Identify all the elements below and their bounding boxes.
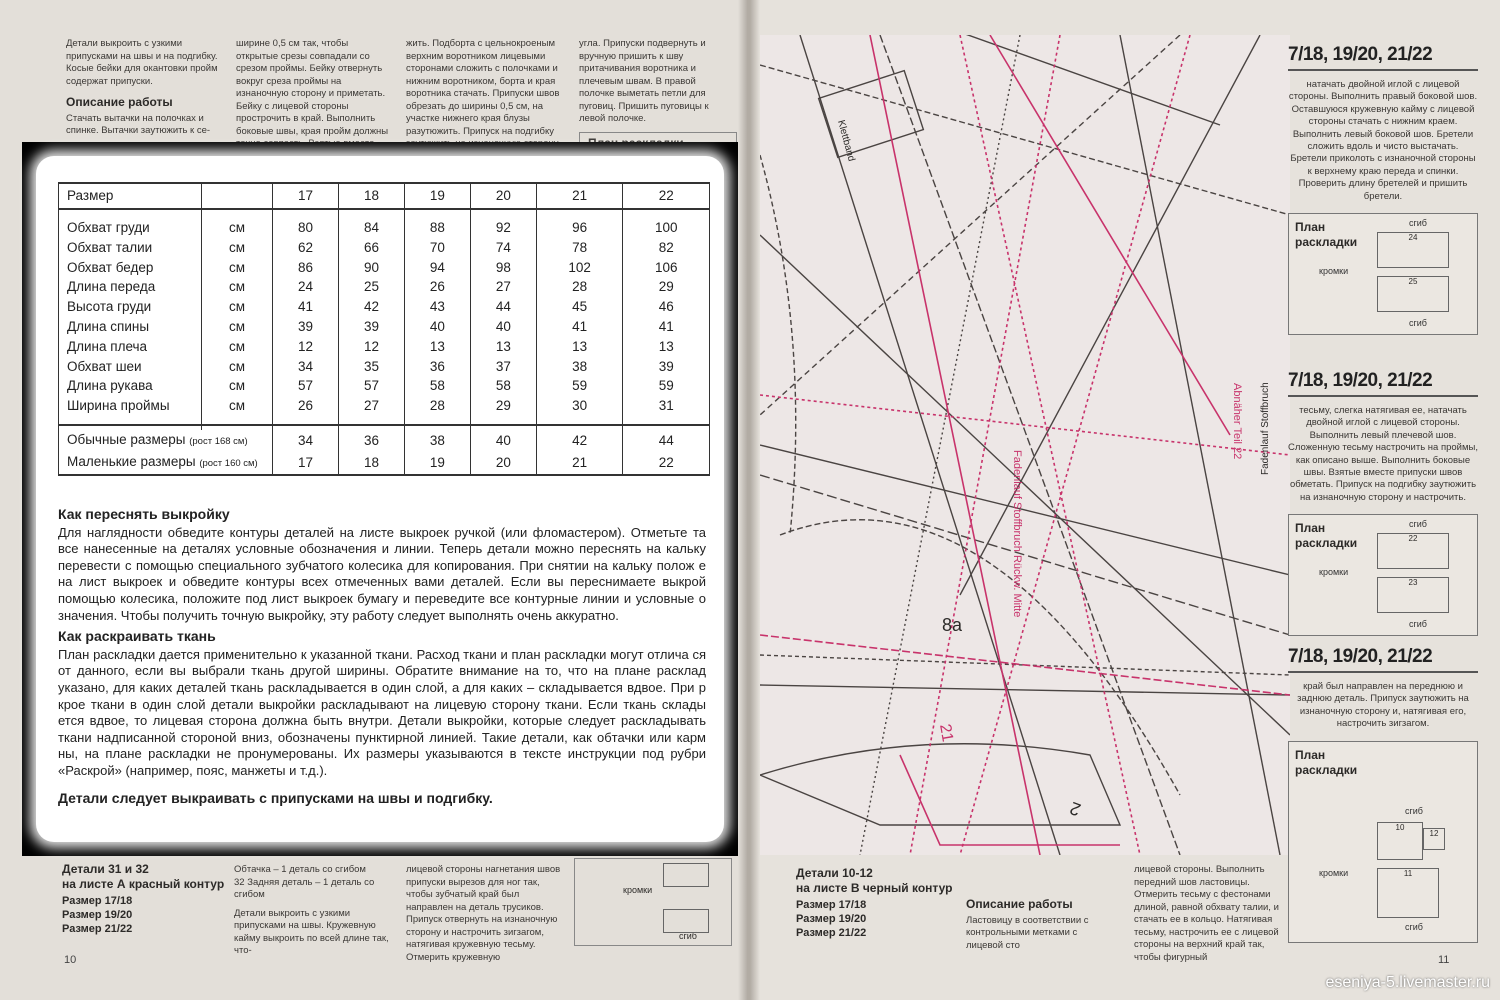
side-text: тесьму, слегка натягивая ее, натачать двойной иглой с лицевой стороны. Выполнить левый плечевой шов. Сложенную тесьму настрочить на проймы, как описано выше. Выполнить боковые швы. Взятые вместе припуски швов обметать. Припуск на подгибку заутюжить на изнаночную сторону и настрочить. bbox=[1288, 405, 1478, 503]
plan-label: сгиб bbox=[1409, 318, 1427, 329]
column-text: угла. Припуски подвернуть и вручную пришить к шву притачивания воротника и плечевым швам. В правой полочке выметать петли для пуговиц. Пришить пуговицы к левой полочке. bbox=[579, 38, 709, 124]
table-cell: 88 bbox=[404, 218, 470, 238]
table-row bbox=[59, 297, 710, 317]
pattern-piece: 22 bbox=[1377, 533, 1449, 569]
column-text: Детали выкроить с узкими припусками на швы и на подгибку. Косые бейки для окантовки пройм содержат припуски. bbox=[66, 38, 218, 87]
table-cell: 26 bbox=[404, 277, 470, 297]
table-row bbox=[59, 317, 710, 337]
size-table bbox=[58, 182, 710, 476]
table-cell: 38 bbox=[404, 430, 470, 452]
pattern-piece: 23 bbox=[1377, 577, 1449, 613]
table-cell: 78 bbox=[536, 238, 623, 258]
table-cell: 80 bbox=[273, 218, 339, 238]
pattern-caption: Детали 10-12 на листе В черный контур bbox=[796, 866, 953, 895]
table-cell: 43 bbox=[404, 297, 470, 317]
table-row bbox=[59, 258, 710, 278]
plan-label: сгиб bbox=[1409, 519, 1427, 530]
spacer-cell bbox=[623, 209, 710, 218]
column-text: лицевой стороны. Выполнить передний шов ластовицы. Отмерить тесьму с фестонами длиной, равной обхвату талии, и стачать ее в кольцо. Натягивая тесьму, настрочить ее с лицевой стороны на верхний край так, чтобы фигурный bbox=[1134, 864, 1279, 963]
row-label-text: Маленькие размеры bbox=[67, 453, 196, 469]
spacer-cell bbox=[59, 209, 202, 218]
row-label: Длина рукава bbox=[59, 376, 202, 396]
table-cell: 40 bbox=[470, 317, 536, 337]
unit-cell: см bbox=[202, 238, 273, 258]
unit-cell: см bbox=[202, 277, 273, 297]
column-text: Ластовицу в соответствии с контрольными метками с лицевой сто bbox=[966, 914, 1089, 951]
table-cell: 27 bbox=[470, 277, 536, 297]
table-cell: 34 bbox=[273, 357, 339, 377]
table-cell: 106 bbox=[623, 258, 710, 278]
table-cell: 13 bbox=[404, 337, 470, 357]
plan-label: сгиб bbox=[1405, 921, 1423, 932]
layout-plan-box bbox=[574, 858, 732, 946]
side-block bbox=[1288, 44, 1478, 335]
table-cell: 37 bbox=[470, 357, 536, 377]
plan-label: кромки bbox=[1319, 867, 1349, 878]
header-cell bbox=[202, 183, 273, 209]
header-cell: 17 bbox=[273, 183, 339, 209]
unit-cell: см bbox=[202, 376, 273, 396]
table-cell: 36 bbox=[404, 357, 470, 377]
bottom-text-column-2 bbox=[234, 864, 394, 958]
table-cell: 19 bbox=[404, 452, 470, 475]
table-cell: 17 bbox=[273, 452, 339, 475]
row-label bbox=[59, 430, 273, 452]
pattern-piece: 24 bbox=[1377, 232, 1449, 268]
table-cell: 41 bbox=[536, 317, 623, 337]
table-cell: 62 bbox=[273, 238, 339, 258]
row-label: Высота груди bbox=[59, 297, 202, 317]
row-label: Длина плеча bbox=[59, 337, 202, 357]
spacer-cell bbox=[338, 209, 404, 218]
table-cell: 100 bbox=[623, 218, 710, 238]
table-row bbox=[59, 218, 710, 238]
table-cell: 66 bbox=[338, 238, 404, 258]
table-spacer bbox=[59, 416, 710, 425]
table-cell: 40 bbox=[470, 430, 536, 452]
column-text: 32 Задняя деталь – 1 деталь со сгибом bbox=[234, 876, 375, 900]
pattern-label: Fadenlauf Stoffbruch bbox=[1260, 382, 1271, 475]
table-cell: 58 bbox=[404, 376, 470, 396]
size-heading: 7/18, 19/20, 21/22 bbox=[1288, 370, 1478, 397]
table-cell: 34 bbox=[273, 430, 339, 452]
table-cell: 24 bbox=[273, 277, 339, 297]
spacer-cell bbox=[470, 416, 536, 425]
table-row bbox=[59, 357, 710, 377]
pattern-piece: 11 bbox=[1377, 868, 1439, 918]
table-spacer bbox=[59, 209, 710, 218]
spacer-cell bbox=[470, 209, 536, 218]
pattern-piece: 10 bbox=[1377, 822, 1423, 860]
table-cell: 21 bbox=[536, 452, 623, 475]
size-heading: 7/18, 19/20, 21/22 bbox=[1288, 44, 1478, 71]
side-block bbox=[1288, 646, 1478, 943]
spacer-cell bbox=[536, 416, 623, 425]
pattern-sheet bbox=[760, 35, 1290, 855]
table-cell: 20 bbox=[470, 452, 536, 475]
table-cell: 45 bbox=[536, 297, 623, 317]
row-note: (рост 160 см) bbox=[199, 457, 258, 469]
size-item: Размер 21/22 bbox=[796, 927, 867, 939]
table-cell: 46 bbox=[623, 297, 710, 317]
side-text: натачать двойной иглой с лицевой стороны. Выполнить правый боковой шов. Оставшуюся кружевную кайму с лицевой стороны стачать с нижним краем. Выполнить левый боковой шов. Бретели сложить вдоль и чисто выстачать. Бретели приколоть с изнаночной стороны к верхнему краю переда и спинки. Проверить длину бретелей и пришить бретели. bbox=[1288, 79, 1478, 202]
pattern-label: 8a bbox=[942, 615, 963, 635]
header-cell: 21 bbox=[536, 183, 623, 209]
table-cell: 39 bbox=[273, 317, 339, 337]
bottom-text-column-3 bbox=[406, 864, 562, 964]
table-cell: 36 bbox=[338, 430, 404, 452]
unit-cell: см bbox=[202, 337, 273, 357]
pattern-lines bbox=[760, 35, 1290, 855]
section-heading: Описание работы bbox=[966, 897, 1073, 911]
row-label: Ширина проймы bbox=[59, 396, 202, 416]
text-column-1 bbox=[66, 38, 221, 138]
side-block bbox=[1288, 370, 1478, 636]
size-item: Размер 19/20 bbox=[62, 909, 133, 921]
table-cell: 42 bbox=[338, 297, 404, 317]
column-text: Обтачка – 1 деталь со сгибом bbox=[234, 864, 366, 875]
instruction-text: План раскладки дается применительно к указанной ткани. Расход ткани и план раскладки могут отлича ся от данного, если вы выбрали ткань другой ширины. Обратите внимание на то, что на плане расклад указано, для каких деталей ткань раскладывается в один слой, а для каких – складывается вдвое. При р крое ткани в один слой детали выкройки раскладывают на лицевую сторону ткани. Если ткань склады ется вдвое, то лицевая сторона должна быть внутри. Детали выкройки, которые следует раскладывать ткани надписанной стороной вниз, обозначены пунктирной линией. Такие детали, как обтачки или карм ны, на плане раскладки не пронумерованы. Их размеры указываются в тексте инструкции под рубри «Раскрой» (например, пояс, манжеты и т.д.). bbox=[58, 646, 706, 778]
plan-label: кромки bbox=[1319, 567, 1349, 578]
table-cell: 27 bbox=[338, 396, 404, 416]
size-item: Размер 17/18 bbox=[796, 899, 867, 911]
spacer-cell bbox=[273, 209, 339, 218]
table-cell: 86 bbox=[273, 258, 339, 278]
row-label bbox=[59, 452, 273, 475]
row-label-text: Обычные размеры bbox=[67, 431, 186, 447]
table-cell: 13 bbox=[623, 337, 710, 357]
table-cell: 41 bbox=[273, 297, 339, 317]
spacer-cell bbox=[623, 416, 710, 425]
table-row bbox=[59, 376, 710, 396]
table-cell: 90 bbox=[338, 258, 404, 278]
instruction-heading: Как раскраивать ткань bbox=[58, 628, 216, 645]
table-row bbox=[59, 452, 710, 475]
pattern-piece: 12 bbox=[1423, 828, 1445, 850]
table-cell: 13 bbox=[536, 337, 623, 357]
instruction-text: Для наглядности обведите контуры деталей на листе выкроек ручкой (или фломастером). Отметьте та все нанесенные на деталях условные обозначения и линии. Теперь детали можно переснять на кальку перевести с помощью специального зубчатого колесика для копирования. При снятии на кальку полож е на лист выкроек и обведите контуры всех отмеченных вами деталей. Если вы переснимаете выкрой помощью колесика, положите под лист выкроек бумагу и переведите все контурные линии и условные о значения. Чтобы получить точную выкройку, эту работу следует выполнять очень аккуратно. bbox=[58, 524, 706, 623]
row-label: Обхват шеи bbox=[59, 357, 202, 377]
pattern-label: Klettband bbox=[835, 118, 857, 163]
page-number: 10 bbox=[64, 954, 77, 966]
plan-title: План раскладки bbox=[1295, 747, 1358, 777]
header-cell: Размер bbox=[59, 183, 202, 209]
table-cell: 57 bbox=[273, 376, 339, 396]
row-label: Обхват груди bbox=[59, 218, 202, 238]
layout-plan-box bbox=[1288, 213, 1478, 335]
spacer-cell bbox=[404, 416, 470, 425]
plan-title: План раскладки bbox=[1295, 220, 1358, 250]
spacer-cell bbox=[273, 416, 339, 425]
pattern-piece bbox=[663, 863, 709, 887]
header-cell: 22 bbox=[623, 183, 710, 209]
table-cell: 26 bbox=[273, 396, 339, 416]
spacer-cell bbox=[404, 209, 470, 218]
table-cell: 29 bbox=[623, 277, 710, 297]
table-cell: 70 bbox=[404, 238, 470, 258]
plan-label: сгиб bbox=[1409, 619, 1427, 630]
plan-label: сгиб bbox=[1405, 805, 1423, 816]
table-cell: 13 bbox=[470, 337, 536, 357]
watermark: esenіya-5.livemaster.ru bbox=[1325, 974, 1490, 991]
plan-label: сгиб bbox=[679, 931, 697, 941]
table-cell: 41 bbox=[623, 317, 710, 337]
table-cell: 58 bbox=[470, 376, 536, 396]
table-cell: 29 bbox=[470, 396, 536, 416]
instruction-heading: Как переснять выкройку bbox=[58, 506, 230, 522]
table-cell: 28 bbox=[536, 277, 623, 297]
table-cell: 96 bbox=[536, 218, 623, 238]
bottom-text-column bbox=[966, 898, 1116, 952]
row-note: (рост 168 см) bbox=[189, 435, 248, 447]
table-cell: 82 bbox=[623, 238, 710, 258]
text-column-4 bbox=[579, 38, 729, 154]
size-item: Размер 17/18 bbox=[62, 895, 133, 907]
pattern-label: 21 bbox=[936, 722, 956, 744]
table-row bbox=[59, 238, 710, 258]
table-cell: 84 bbox=[338, 218, 404, 238]
size-heading: 7/18, 19/20, 21/22 bbox=[1288, 646, 1478, 673]
spacer-cell bbox=[202, 416, 273, 425]
spacer-cell bbox=[338, 416, 404, 425]
pattern-caption: Детали 31 и 32 на листе А красный контур bbox=[62, 862, 225, 891]
unit-cell: см bbox=[202, 218, 273, 238]
column-text: Детали выкроить с узкими припусками на швы. Кружевную кайму выкроить по всей длине так, что- bbox=[234, 907, 389, 956]
column-text: Стачать вытачки на полочках и спинке. Вытачки заутюжить к се- bbox=[66, 112, 211, 136]
row-label: Длина переда bbox=[59, 277, 202, 297]
size-item: Размер 21/22 bbox=[62, 923, 133, 935]
right-magazine-page bbox=[748, 0, 1500, 1000]
spacer-cell bbox=[202, 209, 273, 218]
unit-cell: см bbox=[202, 297, 273, 317]
size-chart-overlay bbox=[22, 142, 738, 856]
header-cell: 18 bbox=[338, 183, 404, 209]
unit-cell: см bbox=[202, 317, 273, 337]
column-text: ширине 0,5 см так, чтобы открытые срезы совпадали со срезом проймы. Бейку отвернуть вокруг среза проймы на изнаночную сторону и приметать. Бейку с лицевой стороны прострочить в край. Выполнить боковые швы, края пройм должны bbox=[236, 38, 389, 137]
column-text: лицевой стороны нагнетания швов припуски вырезов для ног так, чтобы зубчатый край был направлен на деталь трусиков. Припуск отвернуть на изнаночную сторону и настрочить зигзагом, натягивая кружевную тесьму. Отмерить кружевную bbox=[406, 864, 561, 963]
instruction-note: Детали следует выкраивать с припусками на швы и подгибку. bbox=[58, 789, 493, 806]
table-cell: 12 bbox=[273, 337, 339, 357]
size-list bbox=[62, 894, 132, 936]
pattern-label: 2 bbox=[1067, 797, 1084, 821]
size-item: Размер 19/20 bbox=[796, 913, 867, 925]
table-cell: 18 bbox=[338, 452, 404, 475]
instructions bbox=[58, 502, 706, 806]
table-row bbox=[59, 337, 710, 357]
table-row bbox=[59, 430, 710, 452]
table-row bbox=[59, 277, 710, 297]
table-cell: 39 bbox=[338, 317, 404, 337]
table-cell: 35 bbox=[338, 357, 404, 377]
header-cell: 20 bbox=[470, 183, 536, 209]
table-cell: 57 bbox=[338, 376, 404, 396]
row-label: Обхват талии bbox=[59, 238, 202, 258]
spacer-cell bbox=[59, 416, 202, 425]
section-heading: Описание работы bbox=[66, 95, 173, 109]
header-cell: 19 bbox=[404, 183, 470, 209]
side-text: край был направлен на переднюю и заднюю деталь. Припуск заутюжить на изнаночную сторону и, натягивая его, настрочить зигзагом. bbox=[1297, 681, 1469, 730]
table-cell: 59 bbox=[536, 376, 623, 396]
magazine-spine bbox=[738, 0, 760, 1000]
table-cell: 12 bbox=[338, 337, 404, 357]
table-cell: 92 bbox=[470, 218, 536, 238]
table-cell: 94 bbox=[404, 258, 470, 278]
spacer-cell bbox=[536, 209, 623, 218]
row-label: Обхват бедер bbox=[59, 258, 202, 278]
pattern-piece bbox=[663, 909, 709, 933]
text-column-3 bbox=[406, 38, 564, 151]
layout-plan-box bbox=[1288, 741, 1478, 943]
table-cell: 25 bbox=[338, 277, 404, 297]
table-cell: 98 bbox=[470, 258, 536, 278]
size-chart-card bbox=[36, 156, 724, 842]
table-cell: 28 bbox=[404, 396, 470, 416]
unit-cell: см bbox=[202, 357, 273, 377]
pattern-label: Abnäher Teil 22 bbox=[1231, 383, 1243, 460]
layout-plan-box bbox=[1288, 514, 1478, 636]
pattern-piece: 25 bbox=[1377, 276, 1449, 312]
table-cell: 102 bbox=[536, 258, 623, 278]
unit-cell: см bbox=[202, 396, 273, 416]
plan-label: кромки bbox=[623, 885, 653, 895]
table-row bbox=[59, 396, 710, 416]
plan-label: кромки bbox=[1319, 266, 1349, 277]
table-header-row bbox=[59, 183, 710, 209]
table-cell: 74 bbox=[470, 238, 536, 258]
table-cell: 44 bbox=[623, 430, 710, 452]
bottom-text-column bbox=[1134, 864, 1284, 964]
table-cell: 40 bbox=[404, 317, 470, 337]
table-cell: 59 bbox=[623, 376, 710, 396]
row-label: Длина спины bbox=[59, 317, 202, 337]
plan-label: сгиб bbox=[1409, 218, 1427, 229]
page-number: 11 bbox=[1438, 954, 1450, 966]
plan-title: План раскладки bbox=[1295, 521, 1358, 551]
table-cell: 39 bbox=[623, 357, 710, 377]
unit-cell: см bbox=[202, 258, 273, 278]
table-cell: 42 bbox=[536, 430, 623, 452]
column-text: жить. Подборта с цельнокроеным верхним воротником лицевыми сторонами сложить с полочками и нижним воротником, борта и края воротника стачать. Припуски швов обрезать до ширины 0,5 см, на участке нижнего края блузы разутюжить. Припуск на подгибку bbox=[406, 38, 560, 137]
table-cell: 22 bbox=[623, 452, 710, 475]
table-cell: 44 bbox=[470, 297, 536, 317]
table-cell: 30 bbox=[536, 396, 623, 416]
table-cell: 38 bbox=[536, 357, 623, 377]
size-list bbox=[796, 898, 866, 940]
pattern-label: Fadenlauf Stoffbruch Rückw. Mitte bbox=[1011, 450, 1023, 618]
table-cell: 31 bbox=[623, 396, 710, 416]
